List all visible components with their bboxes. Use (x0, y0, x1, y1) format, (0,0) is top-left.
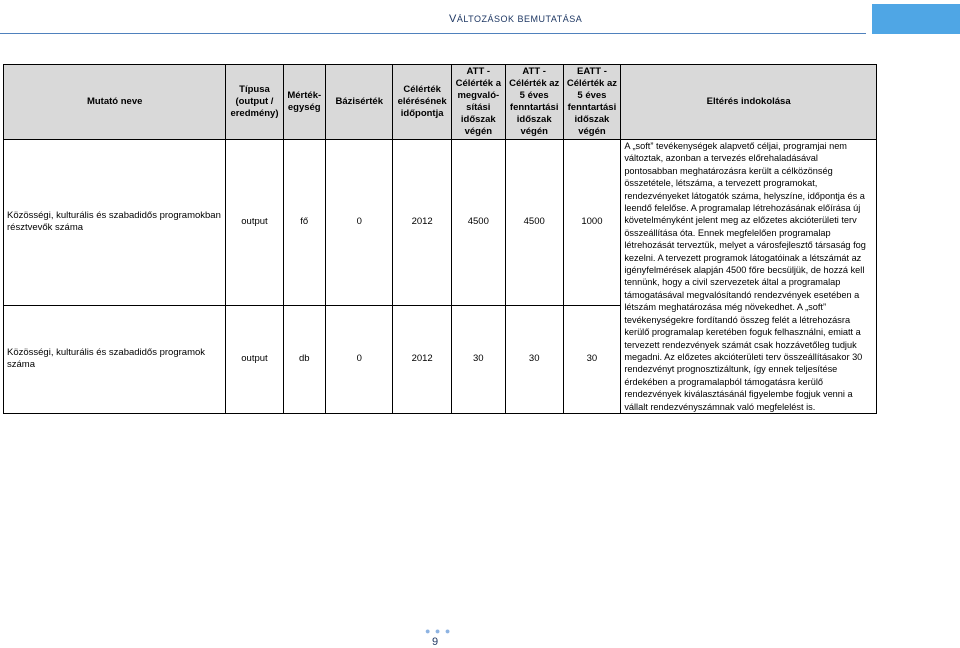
row-target-year: 2012 (393, 140, 451, 306)
header-title-rest: ÁLTOZÁSOK BEMUTATÁSA (456, 14, 583, 24)
header-accent-box (872, 4, 960, 34)
row-unit: db (283, 305, 325, 413)
col-header-eatt: EATT - Célérték az 5 éves fenntartási időszak végén (563, 65, 621, 140)
row-eatt: 30 (563, 305, 621, 413)
col-header-indicator: Mutató neve (4, 65, 226, 140)
deviation-justification: A „soft” tevékenységek alapvető céljai, programjai nem változtak, azonban a tervezés előrehaladásával pontosabban meghatározásra került a célközönség összetétele, létszáma, a tervezett programokat, rendezvényeket látogatók száma, helyszíne, időpontja és a leendő felelőse. A programalap létrehozásának előírása új követelményként jelent meg az előzetes akcióterületi terv összeállítása óta. Ennek megfelelően programalap létrehozását terveztük, melyet a városfejlesztő társaság fog kezelni. A tervezett programok látogatóinak a létszámát az igényfelmérések alapján 4500 főre becsüljük, de hozzá kell tennünk, hogy a civil szervezetek által a programalap támogatásával megvalósítandó rendezvények esetében a létszám meghatározása még növekedhet. A „soft” tevékenységekre fordítandó összeg felét a létrehozásra kerülő programalap keretében foguk felhasználni, emiatt a tervezett rendezvények számát csak hozzávetőleg tudjuk megadni. Az előzetes akcióterületi terv összeállításakor 30 rendezvényt prognosztizáltunk, így ennek teljesítése érdekében a programalapból támogatásra kerülő rendezvények kiválasztásánál figyelembe fogjuk venni a vállalt rendezvényszámnak való megfelelést is. (621, 140, 877, 414)
page-number: 9 (432, 636, 439, 648)
row-base: 0 (325, 140, 393, 306)
row-base: 0 (325, 305, 393, 413)
row-att1: 4500 (451, 140, 505, 306)
row-type: output (226, 140, 283, 306)
page-header-title (449, 13, 582, 25)
row-att2: 4500 (505, 140, 563, 306)
col-header-att2: ATT - Célérték az 5 éves fenntartási időszak végén (505, 65, 563, 140)
col-header-target-year: Célérték elérésének időpontja (393, 65, 451, 140)
row-unit: fő (283, 140, 325, 306)
col-header-deviation: Eltérés indokolása (621, 65, 877, 140)
header-divider (0, 33, 866, 34)
row-type: output (226, 305, 283, 413)
page-dots-ornament: ● ● ● (425, 626, 452, 636)
indicator-table (3, 64, 877, 414)
table-header-row (4, 65, 877, 140)
row-indicator-name: Közösségi, kulturális és szabadidős programokban résztvevők száma (4, 140, 226, 306)
header-title-initial: V (449, 13, 457, 25)
row-att2: 30 (505, 305, 563, 413)
row-indicator-name: Közösségi, kulturális és szabadidős programok száma (4, 305, 226, 413)
row-att1: 30 (451, 305, 505, 413)
col-header-type: Típusa (output / eredmény) (226, 65, 283, 140)
col-header-unit: Mérték-egység (283, 65, 325, 140)
row-eatt: 1000 (563, 140, 621, 306)
col-header-base: Bázisérték (325, 65, 393, 140)
col-header-att1: ATT - Célérték a megvaló-sítási időszak végén (451, 65, 505, 140)
table-row (4, 140, 877, 306)
row-target-year: 2012 (393, 305, 451, 413)
